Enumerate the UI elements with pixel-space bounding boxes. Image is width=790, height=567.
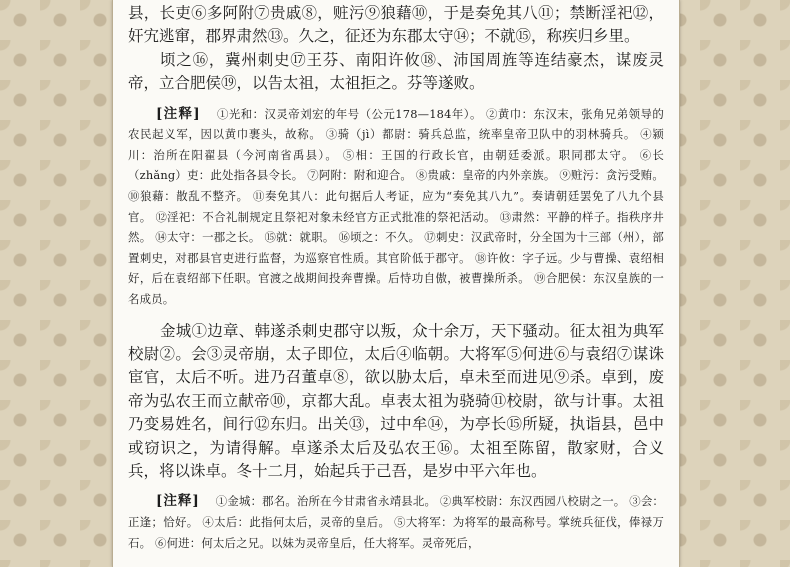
annotation-tag: [注释] <box>156 493 200 510</box>
body-paragraph: 顷之⑯，冀州刺史⑰王芬、南阳许攸⑱、沛国周旌等连结豪杰，谋废灵帝，立合肥侯⑲，以告太祖，太祖拒之。芬等遂败。 <box>128 50 664 93</box>
annotation-tag: [注释] <box>156 105 201 122</box>
page-content <box>128 0 664 567</box>
annotation-block <box>128 491 664 553</box>
annotation-text: ①金城：郡名。治所在今甘肃省永靖县北。 ②典军校尉：东汉西园八校尉之一。 ③会：正逢；恰好。 ④太后：此指何太后，灵帝的皇后。 ⑤大将军：为将军的最高称号。掌统兵征伐，俸禄万石。 ⑥何进：何太后之兄。以妹为灵帝皇后，任大将军。灵帝死后， <box>128 494 664 550</box>
annotation-text: ①光和：汉灵帝刘宏的年号（公元178—184年）。 ②黄巾：东汉末，张角兄弟领导的农民起义军，因以黄巾裹头，故称。 ③骑（jì）都尉：骑兵总监，统率皇帝卫队中的羽林骑兵。 ④颍川：治所在阳翟县（今河南省禹县）。 ⑤相：王国的行政长官，由朝廷委派。职同郡太守。 ⑥长（zhǎng）吏：此处指各县令长。 ⑦阿附：附和迎合。 ⑧贵戚：皇帝的内外亲族。 ⑨赃污：贪污受贿。 ⑩狼藉：散乱不整齐。 ⑪奏免其八：此句据后人考证，应为“奏免其八九”。奏请朝廷罢免了八九个县官。 ⑫淫祀：不合礼制规定且祭祀对象未经官方正式批准的祭祀活动。 ⑬肃然：平静的样子。指秩序井然。 ⑭太守：一郡之长。 ⑮就：就职。 ⑯顷之：不久。 ⑰刺史：汉武帝时，分全国为十三部（州），部置刺史，对郡县官吏进行监督，为巡察官性质。其官阶低于郡守。 ⑱许攸：字子远。少与曹操、袁绍相好，后在袁绍部下任职。官渡之战期间投奔曹操。后恃功自傲，被曹操所杀。 ⑲合肥侯：东汉皇族的一名成员。 <box>128 106 664 306</box>
left-decorative-border <box>0 0 130 567</box>
annotation-block <box>128 104 664 310</box>
body-paragraph: 县，长吏⑥多阿附⑦贵戚⑧，赃污⑨狼藉⑩，于是奏免其八⑪；禁断淫祀⑫，奸宄逃窜，郡界肃然⑬。久之，征还为东郡太守⑭；不就⑮，称疾归乡里。 <box>128 4 664 46</box>
body-paragraph: 金城①边章、韩遂杀刺史郡守以叛，众十余万，天下骚动。征太祖为典军校尉②。会③灵帝崩，太子即位，太后④临朝。大将军⑤何进⑥与袁绍⑦谋诛宦官，太后不听。进乃召董卓⑧，欲以胁太后，卓未至而进见⑨杀。卓到，废帝为弘农王而立献帝⑩，京都大乱。卓表太祖为骁骑⑪校尉，欲与计事。太祖乃变易姓名，间行⑫东归。出关⑬，过中牟⑭，为亭长⑮所疑，执诣县，邑中或窃识之，为请得解。卓遂杀太后及弘农王⑯。太祖至陈留，散家财，合义兵，将以诛卓。冬十二月，始起兵于己吾，是岁中平六年也。 <box>128 321 664 480</box>
book-page <box>112 0 680 567</box>
